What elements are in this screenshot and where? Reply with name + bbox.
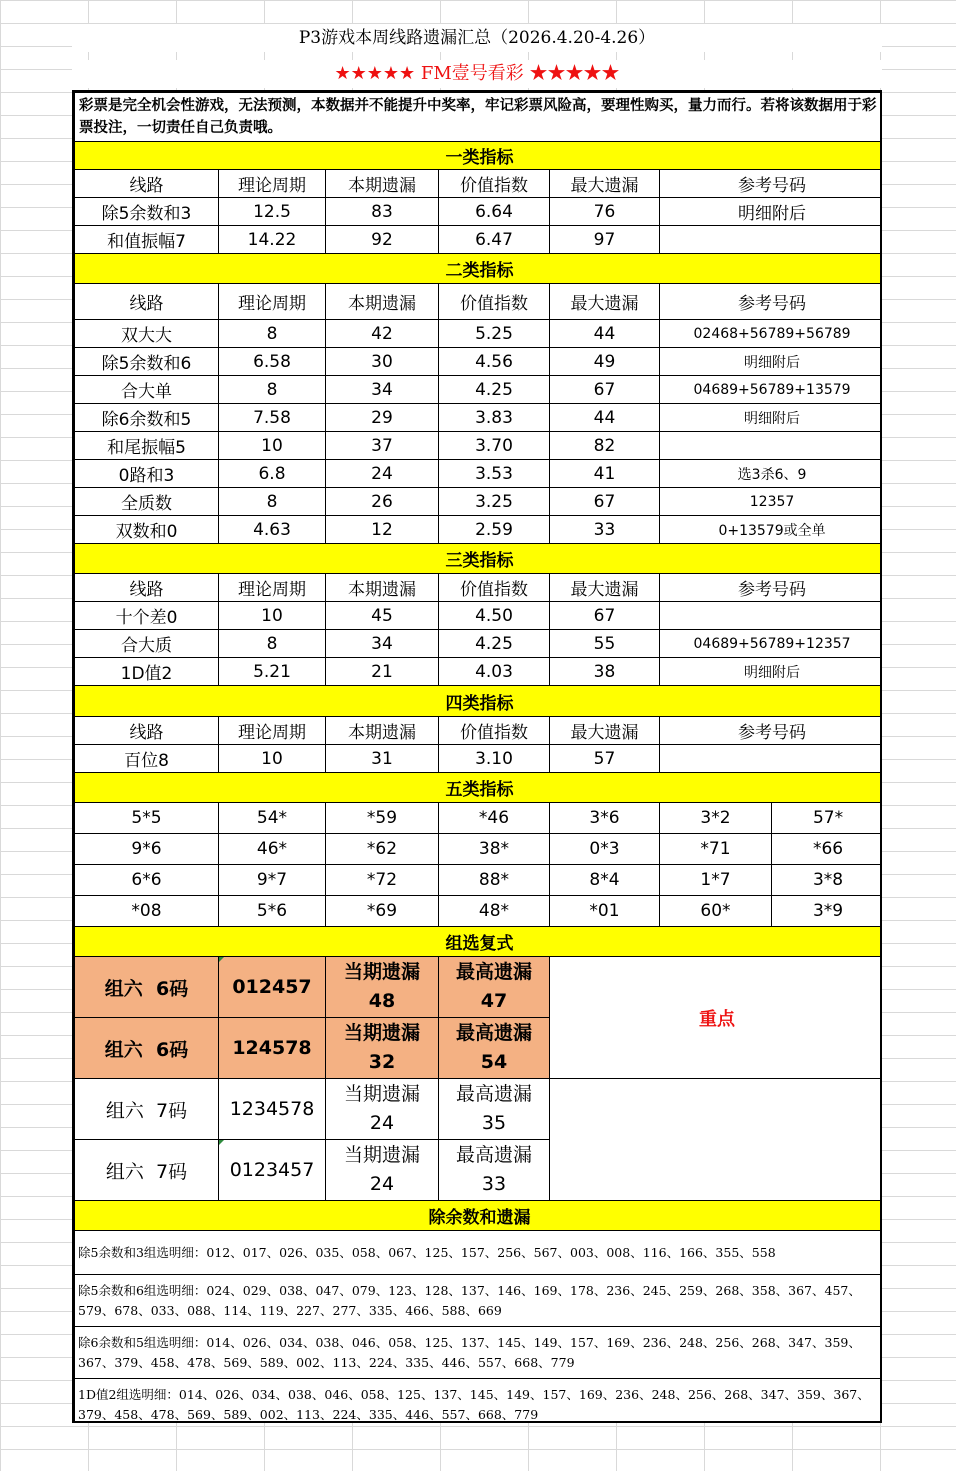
- cell-max-miss: 57: [550, 745, 660, 773]
- page-title: P3游戏本周线路遗漏汇总（2026.4.20-4.26）: [72, 24, 882, 52]
- cell-period: 8: [219, 630, 326, 658]
- cell-reference: 明细附后: [660, 198, 883, 226]
- cell-period: 14.22: [219, 226, 326, 254]
- cell-current-miss: 24: [326, 460, 439, 488]
- group-row: [75, 957, 883, 1018]
- table-row: [75, 376, 883, 404]
- header-reference: 参考号码: [660, 717, 883, 745]
- table-row: [75, 198, 883, 226]
- section-title-class2: 二类指标: [75, 254, 883, 284]
- header-value-index: 价值指数: [439, 170, 550, 198]
- cell-route: 和值振幅7: [75, 226, 219, 254]
- cell-period: 10: [219, 745, 326, 773]
- pattern-row: [75, 865, 883, 896]
- cell-reference: 04689+56789+12357: [660, 630, 883, 658]
- section-title-remainder: 除余数和遗漏: [75, 1201, 883, 1231]
- cell-value-index: 4.50: [439, 602, 550, 630]
- detail-line: 除5余数和6组选明细：024、029、038、047、079、123、128、137、146、169、178、236、245、259、268、358、367、457、579、678、033、088、114、119、227、277、335、466、588、669: [75, 1275, 883, 1327]
- cell-route: 0路和3: [75, 460, 219, 488]
- pattern-cell: *08: [75, 896, 219, 927]
- cell-value-index: 3.25: [439, 488, 550, 516]
- cell-value-index: 4.03: [439, 658, 550, 686]
- summary-sheet: [72, 90, 882, 1423]
- cell-max-miss: 82: [550, 432, 660, 460]
- pattern-cell: *59: [326, 803, 439, 834]
- cell-reference: 明细附后: [660, 404, 883, 432]
- cell-value-index: 5.25: [439, 320, 550, 348]
- cell-period: 12.5: [219, 198, 326, 226]
- group-code: 124578: [219, 1018, 326, 1079]
- header-current-miss: 本期遗漏: [326, 284, 439, 320]
- cell-route: 除5余数和6: [75, 348, 219, 376]
- group-max-miss: 最高遗漏 33: [439, 1140, 550, 1201]
- pattern-cell: 5*6: [219, 896, 326, 927]
- cell-current-miss: 83: [326, 198, 439, 226]
- section-title-class3: 三类指标: [75, 544, 883, 574]
- group-current-miss: 当期遗漏 32: [326, 1018, 439, 1079]
- group-name: 组六 7码: [75, 1079, 219, 1140]
- cell-route: 除5余数和3: [75, 198, 219, 226]
- cell-current-miss: 42: [326, 320, 439, 348]
- cell-reference: 选3杀6、9: [660, 460, 883, 488]
- group-current-miss: 当期遗漏 24: [326, 1140, 439, 1201]
- cell-reference: 明细附后: [660, 348, 883, 376]
- cell-current-miss: 34: [326, 630, 439, 658]
- cell-period: 6.8: [219, 460, 326, 488]
- group-row: [75, 1079, 883, 1140]
- cell-reference: 0+13579或全单: [660, 516, 883, 544]
- cell-current-miss: 92: [326, 226, 439, 254]
- header-row: [75, 284, 883, 320]
- cell-value-index: 4.25: [439, 376, 550, 404]
- cell-current-miss: 34: [326, 376, 439, 404]
- pattern-cell: *71: [660, 834, 772, 865]
- cell-period: 6.58: [219, 348, 326, 376]
- pattern-cell: 38*: [439, 834, 550, 865]
- section-title-group: 组选复式: [75, 927, 883, 957]
- group-max-miss: 最高遗漏 47: [439, 957, 550, 1018]
- cell-max-miss: 44: [550, 320, 660, 348]
- cell-value-index: 6.47: [439, 226, 550, 254]
- cell-period: 8: [219, 488, 326, 516]
- cell-current-miss: 29: [326, 404, 439, 432]
- section-title-class1: 一类指标: [75, 142, 883, 170]
- pattern-cell: 3*9: [772, 896, 883, 927]
- pattern-cell: 60*: [660, 896, 772, 927]
- pattern-cell: 1*7: [660, 865, 772, 896]
- header-period: 理论周期: [219, 574, 326, 602]
- cell-reference: 02468+56789+56789: [660, 320, 883, 348]
- header-route: 线路: [75, 574, 219, 602]
- header-route: 线路: [75, 284, 219, 320]
- header-current-miss: 本期遗漏: [326, 574, 439, 602]
- table-row: [75, 348, 883, 376]
- pattern-cell: 46*: [219, 834, 326, 865]
- cell-max-miss: 55: [550, 630, 660, 658]
- cell-period: 7.58: [219, 404, 326, 432]
- header-row: [75, 574, 883, 602]
- cell-period: 4.63: [219, 516, 326, 544]
- header-route: 线路: [75, 717, 219, 745]
- table-row: [75, 320, 883, 348]
- group-code: 1234578: [219, 1079, 326, 1140]
- cell-route: 十个差0: [75, 602, 219, 630]
- cell-current-miss: 30: [326, 348, 439, 376]
- cell-value-index: 3.83: [439, 404, 550, 432]
- pattern-cell: 3*8: [772, 865, 883, 896]
- pattern-cell: 3*2: [660, 803, 772, 834]
- cell-value-index: 3.70: [439, 432, 550, 460]
- cell-max-miss: 33: [550, 516, 660, 544]
- pattern-cell: *66: [772, 834, 883, 865]
- cell-max-miss: 38: [550, 658, 660, 686]
- cell-reference: [660, 602, 883, 630]
- cell-period: 5.21: [219, 658, 326, 686]
- pattern-cell: 5*5: [75, 803, 219, 834]
- cell-value-index: 6.64: [439, 198, 550, 226]
- header-row: [75, 170, 883, 198]
- group-code: 012457: [219, 957, 326, 1018]
- header-route: 线路: [75, 170, 219, 198]
- group-name: 组六 7码: [75, 1140, 219, 1201]
- pattern-cell: 88*: [439, 865, 550, 896]
- table-row: [75, 404, 883, 432]
- cell-route: 全质数: [75, 488, 219, 516]
- pattern-cell: 9*6: [75, 834, 219, 865]
- cell-reference: 12357: [660, 488, 883, 516]
- focus-label: 重点: [550, 957, 883, 1079]
- group-name: 组六 6码: [75, 957, 219, 1018]
- table-row: [75, 745, 883, 773]
- header-value-index: 价值指数: [439, 574, 550, 602]
- detail-line: 1D值2组选明细：014、026、034、038、046、058、125、137、145、149、157、169、236、248、256、268、347、359、367、379、458、478、569、589、002、113、224、335、446、557、668、779: [75, 1379, 883, 1424]
- cell-route: 合大质: [75, 630, 219, 658]
- detail-line: 除6余数和5组选明细：014、026、034、038、046、058、125、137、145、149、157、169、236、248、256、268、347、359、367、379、458、478、569、589、002、113、224、335、446、557、668、779: [75, 1327, 883, 1379]
- cell-max-miss: 67: [550, 602, 660, 630]
- cell-route: 1D值2: [75, 658, 219, 686]
- pattern-row: [75, 803, 883, 834]
- pattern-cell: 48*: [439, 896, 550, 927]
- summary-table: [74, 92, 882, 1423]
- section-title-class5: 五类指标: [75, 773, 883, 803]
- table-row: [75, 432, 883, 460]
- cell-route: 除6余数和5: [75, 404, 219, 432]
- cell-route: 百位8: [75, 745, 219, 773]
- pattern-cell: 8*4: [550, 865, 660, 896]
- cell-current-miss: 26: [326, 488, 439, 516]
- table-row: [75, 602, 883, 630]
- cell-period: 10: [219, 602, 326, 630]
- table-row: [75, 226, 883, 254]
- table-row: [75, 460, 883, 488]
- brand-banner: ★★★★★ FM壹号看彩 ★★★★★: [72, 60, 882, 88]
- pattern-cell: *62: [326, 834, 439, 865]
- pattern-cell: 9*7: [219, 865, 326, 896]
- header-value-index: 价值指数: [439, 284, 550, 320]
- cell-current-miss: 12: [326, 516, 439, 544]
- table-row: [75, 516, 883, 544]
- cell-reference: 明细附后: [660, 658, 883, 686]
- cell-current-miss: 37: [326, 432, 439, 460]
- header-max-miss: 最大遗漏: [550, 170, 660, 198]
- cell-current-miss: 45: [326, 602, 439, 630]
- pattern-cell: *01: [550, 896, 660, 927]
- header-max-miss: 最大遗漏: [550, 717, 660, 745]
- group-code: 0123457: [219, 1140, 326, 1201]
- header-period: 理论周期: [219, 717, 326, 745]
- disclaimer-text: 彩票是完全机会性游戏，无法预测，本数据并不能提升中奖率，牢记彩票风险高，要理性购买，量力而行。若将该数据用于彩票投注，一切责任自己负责哦。: [75, 93, 883, 142]
- group-name: 组六 6码: [75, 1018, 219, 1079]
- cell-current-miss: 31: [326, 745, 439, 773]
- group-max-miss: 最高遗漏 35: [439, 1079, 550, 1140]
- table-row: [75, 630, 883, 658]
- cell-reference: [660, 432, 883, 460]
- section-title-class4: 四类指标: [75, 686, 883, 717]
- header-value-index: 价值指数: [439, 717, 550, 745]
- cell-reference: [660, 745, 883, 773]
- cell-current-miss: 21: [326, 658, 439, 686]
- pattern-cell: *72: [326, 865, 439, 896]
- pattern-cell: 6*6: [75, 865, 219, 896]
- header-reference: 参考号码: [660, 170, 883, 198]
- cell-reference: 04689+56789+13579: [660, 376, 883, 404]
- group-current-miss: 当期遗漏 24: [326, 1079, 439, 1140]
- header-current-miss: 本期遗漏: [326, 170, 439, 198]
- cell-value-index: 3.53: [439, 460, 550, 488]
- cell-max-miss: 97: [550, 226, 660, 254]
- pattern-cell: 0*3: [550, 834, 660, 865]
- pattern-cell: *69: [326, 896, 439, 927]
- cell-value-index: 2.59: [439, 516, 550, 544]
- header-row: [75, 717, 883, 745]
- header-period: 理论周期: [219, 170, 326, 198]
- cell-value-index: 4.25: [439, 630, 550, 658]
- header-max-miss: 最大遗漏: [550, 284, 660, 320]
- pattern-row: [75, 834, 883, 865]
- cell-value-index: 4.56: [439, 348, 550, 376]
- group-max-miss: 最高遗漏 54: [439, 1018, 550, 1079]
- pattern-row: [75, 896, 883, 927]
- table-row: [75, 488, 883, 516]
- cell-max-miss: 76: [550, 198, 660, 226]
- empty-cell: [550, 1079, 883, 1201]
- pattern-cell: 3*6: [550, 803, 660, 834]
- cell-period: 8: [219, 320, 326, 348]
- pattern-cell: 54*: [219, 803, 326, 834]
- cell-period: 8: [219, 376, 326, 404]
- cell-max-miss: 44: [550, 404, 660, 432]
- cell-value-index: 3.10: [439, 745, 550, 773]
- cell-route: 和尾振幅5: [75, 432, 219, 460]
- header-reference: 参考号码: [660, 574, 883, 602]
- cell-max-miss: 41: [550, 460, 660, 488]
- pattern-cell: *46: [439, 803, 550, 834]
- pattern-cell: 57*: [772, 803, 883, 834]
- header-current-miss: 本期遗漏: [326, 717, 439, 745]
- cell-route: 双数和0: [75, 516, 219, 544]
- header-reference: 参考号码: [660, 284, 883, 320]
- detail-line: 除5余数和3组选明细：012、017、026、035、058、067、125、157、256、567、003、008、116、166、355、558: [75, 1231, 883, 1275]
- table-row: [75, 658, 883, 686]
- header-max-miss: 最大遗漏: [550, 574, 660, 602]
- cell-max-miss: 67: [550, 376, 660, 404]
- cell-reference: [660, 226, 883, 254]
- cell-period: 10: [219, 432, 326, 460]
- cell-max-miss: 67: [550, 488, 660, 516]
- cell-route: 合大单: [75, 376, 219, 404]
- cell-max-miss: 49: [550, 348, 660, 376]
- cell-route: 双大大: [75, 320, 219, 348]
- header-period: 理论周期: [219, 284, 326, 320]
- group-current-miss: 当期遗漏 48: [326, 957, 439, 1018]
